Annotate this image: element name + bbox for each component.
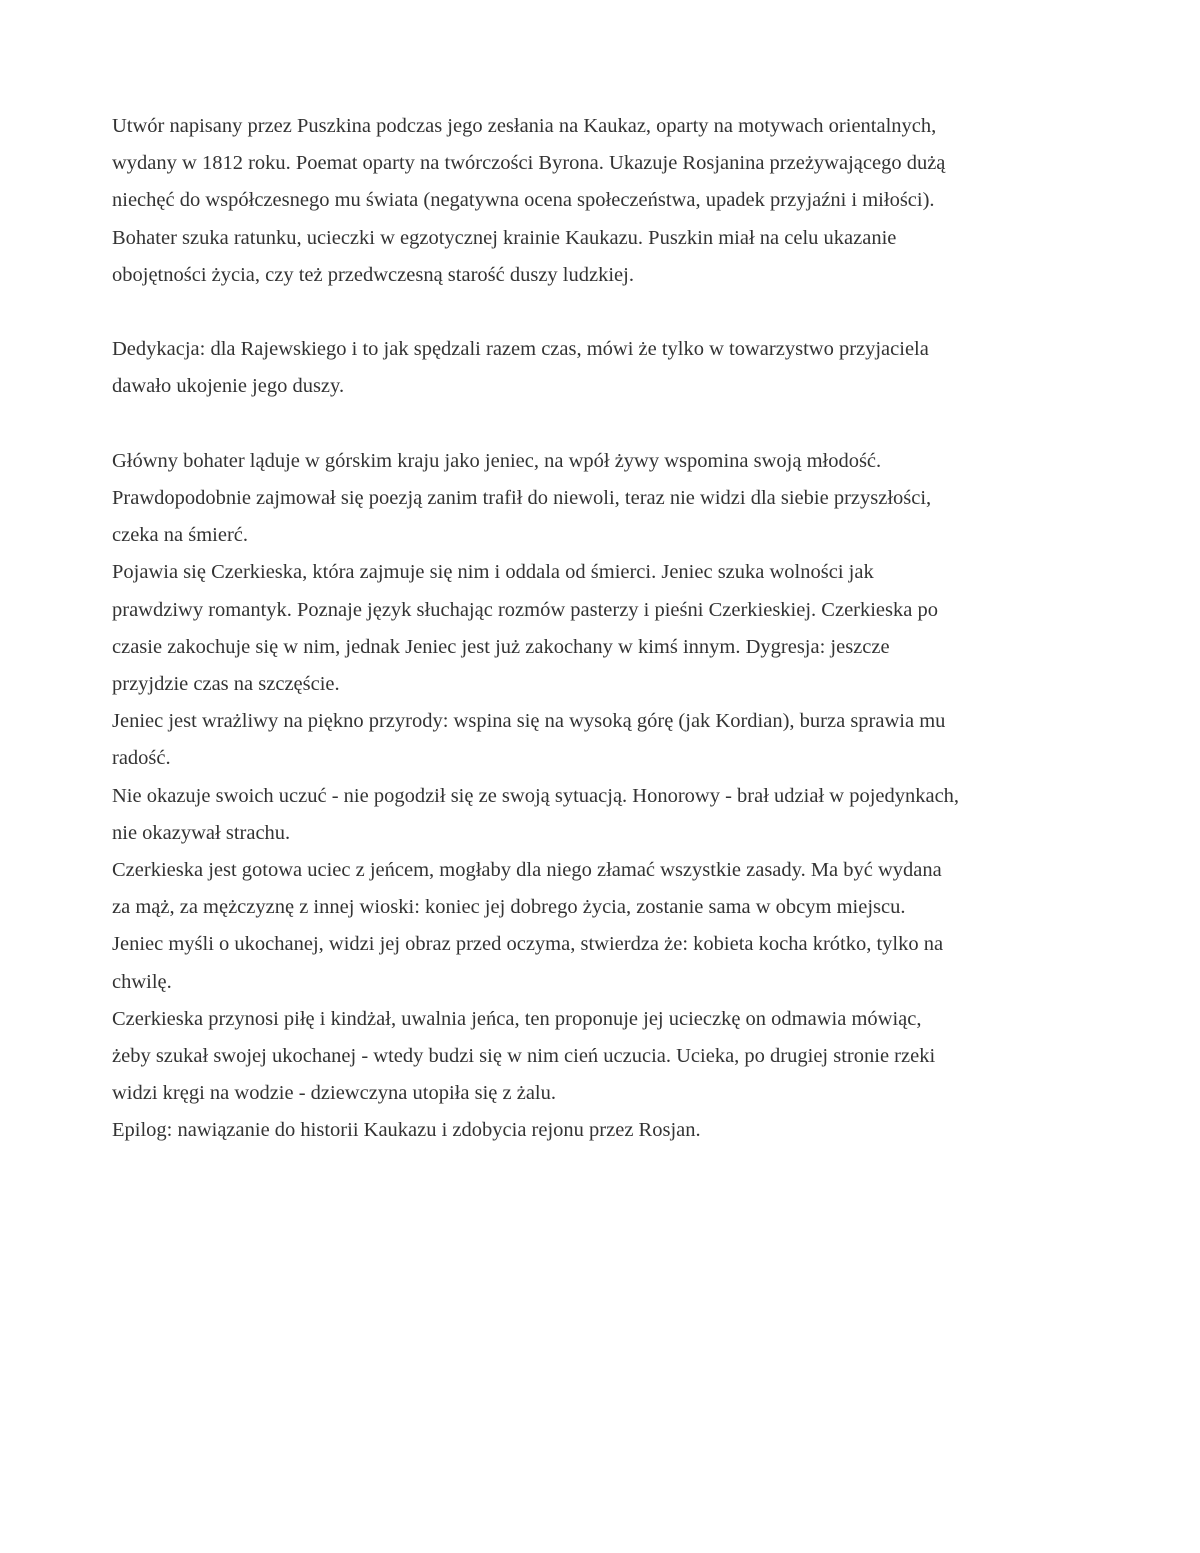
text-line: za mąż, za mężczyznę z innej wioski: koniec jej dobrego życia, zostanie sama w obcym miejscu.: [112, 896, 906, 919]
text-line: obojętności życia, czy też przedwczesną starość duszy ludzkiej.: [112, 263, 634, 286]
text-line: Nie okazuje swoich uczuć - nie pogodził się ze swoją sytuacją. Honorowy - brał udział w pojedynkach,: [112, 784, 960, 807]
text-line: widzi kręgi na wodzie - dziewczyna utopiła się z żalu.: [112, 1082, 556, 1105]
text-line: Bohater szuka ratunku, ucieczki w egzotycznej krainie Kaukazu. Puszkin miał na celu ukazanie: [112, 226, 897, 249]
text-line: Główny bohater ląduje w górskim kraju jako jeniec, na wpół żywy wspomina swoją młodość.: [112, 449, 882, 472]
text-line: niechęć do współczesnego mu świata (negatywna ocena społeczeństwa, upadek przyjaźni i miłości).: [112, 189, 935, 212]
paragraph-introduction: [112, 108, 1102, 294]
document-body: [112, 108, 1102, 1150]
text-line: chwilę.: [112, 970, 172, 993]
text-line: dawało ukojenie jego duszy.: [112, 375, 345, 398]
text-line: nie okazywał strachu.: [112, 821, 291, 844]
text-line: Jeniec jest wrażliwy na piękno przyrody: wspina się na wysoką górę (jak Kordian), burza sprawia mu: [112, 710, 946, 733]
text-line: prawdziwy romantyk. Poznaje język słuchając rozmów pasterzy i pieśni Czerkieskiej. Czerkieska po: [112, 598, 938, 621]
paragraph-spacer: [112, 406, 1102, 443]
paragraph-spacer: [112, 294, 1102, 331]
text-line: Dedykacja: dla Rajewskiego i to jak spędzali razem czas, mówi że tylko w towarzystwo przyjaciela: [112, 338, 929, 361]
text-line: Utwór napisany przez Puszkina podczas jego zesłania na Kaukaz, oparty na motywach orientalnych,: [112, 115, 937, 137]
text-line: czasie zakochuje się w nim, jednak Jeniec jest już zakochany w kimś innym. Dygresja: jeszcze: [112, 635, 890, 658]
text-line: Prawdopodobnie zajmował się poezją zanim trafił do niewoli, teraz nie widzi dla siebie przyszłości,: [112, 487, 932, 509]
text-line: wydany w 1812 roku. Poemat oparty na twórczości Byrona. Ukazuje Rosjanina przeżywającego dużą: [112, 152, 946, 175]
text-line: radość.: [112, 747, 171, 770]
text-line: Czerkieska przynosi piłę i kindżał, uwalnia jeńca, ten proponuje jej ucieczkę on odmawia mówiąc,: [112, 1007, 922, 1030]
paragraph-dedication: [112, 331, 1102, 405]
text-line: Jeniec myśli o ukochanej, widzi jej obraz przed oczyma, stwierdza że: kobieta kocha krótko, tylko na: [112, 933, 944, 956]
text-line: przyjdzie czas na szczęście.: [112, 673, 340, 696]
text-line: Czerkieska jest gotowa uciec z jeńcem, mogłaby dla niego złamać wszystkie zasady. Ma być wydana: [112, 859, 942, 882]
paragraph-plot-summary: [112, 443, 1102, 1150]
text-line: czeka na śmierć.: [112, 524, 249, 547]
text-line: Pojawia się Czerkieska, która zajmuje się nim i oddala od śmierci. Jeniec szuka wolności jak: [112, 561, 874, 584]
text-line: Epilog: nawiązanie do historii Kaukazu i zdobycia rejonu przez Rosjan.: [112, 1119, 701, 1142]
text-line: żeby szukał swojej ukochanej - wtedy budzi się w nim cień uczucia. Ucieka, po drugiej stronie rzeki: [112, 1045, 936, 1068]
